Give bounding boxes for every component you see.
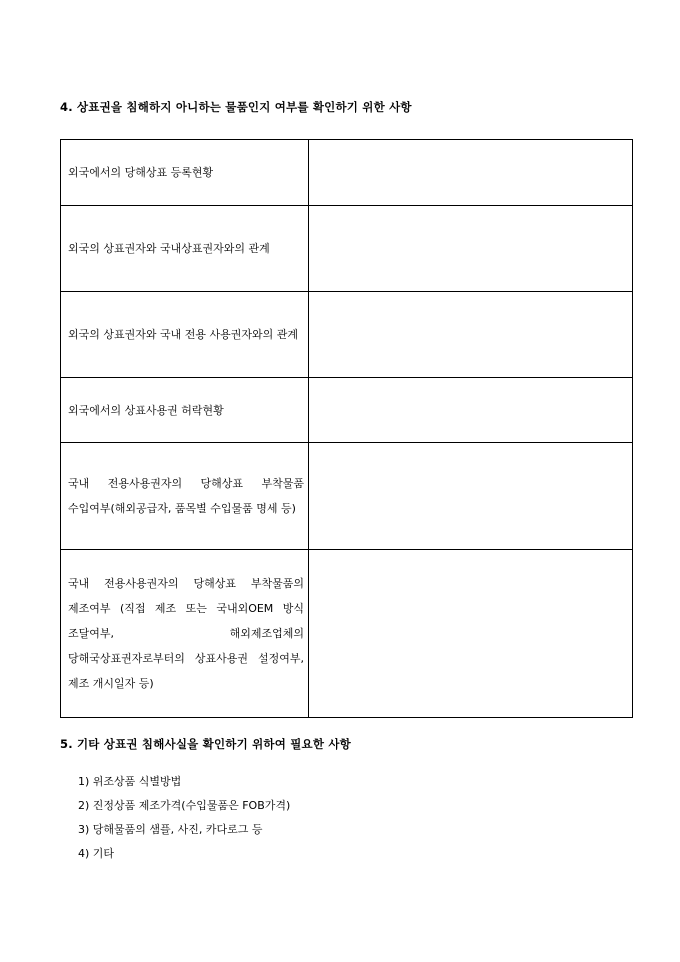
row-label-cell [61,206,309,292]
trademark-check-table [60,139,633,718]
row-value-cell[interactable] [309,443,633,550]
list-item: 3) 당해물품의 샘플, 사진, 카다로그 등 [78,823,263,836]
section-4-heading: 4. 상표권을 침해하지 아니하는 물품인지 여부를 확인하기 위한 사항 [60,100,412,114]
row-label-cell [61,378,309,443]
table-row [61,206,633,292]
row-value-cell[interactable] [309,140,633,206]
row-value-cell[interactable] [309,378,633,443]
row-value-cell[interactable] [309,550,633,718]
required-items-list [78,770,290,866]
row-label: 외국의 상표권자와 국내 전용 사용권자와의 관계 [68,328,299,341]
row-label: 외국에서의 상표사용권 허락현황 [68,403,224,417]
table-row [61,443,633,550]
row-label: 국내 전용사용권자의 당해상표 부착물품의 제조여부 (직접 제조 또는 국내외OEM 방식 조달여부, 해외제조업체의 당해국상표권자로부터의 상표사용권 설정여부, 제조 개시일자 등) [68,577,304,690]
table-row [61,140,633,206]
table-row [61,292,633,378]
row-value-cell[interactable] [309,206,633,292]
list-item: 1) 위조상품 식별방법 [78,775,182,788]
row-label-cell [61,140,309,206]
table-row [61,378,633,443]
section-5-heading: 5. 기타 상표권 침해사실을 확인하기 위하여 필요한 사항 [60,737,351,751]
row-label-cell [61,443,309,550]
row-value-cell[interactable] [309,292,633,378]
row-label: 외국의 상표권자와 국내상표권자와의 관계 [68,242,270,255]
row-label: 국내 전용사용권자의 당해상표 부착물품 수입여부(해외공급자, 품목별 수입물품 명세 등) [68,477,304,515]
row-label: 외국에서의 당해상표 등록현황 [68,166,214,179]
row-label-cell [61,550,309,718]
row-label-cell [61,292,309,378]
list-item: 4) 기타 [78,847,115,860]
list-item: 2) 진정상품 제조가격(수입물품은 FOB가격) [78,799,291,812]
table-row [61,550,633,718]
